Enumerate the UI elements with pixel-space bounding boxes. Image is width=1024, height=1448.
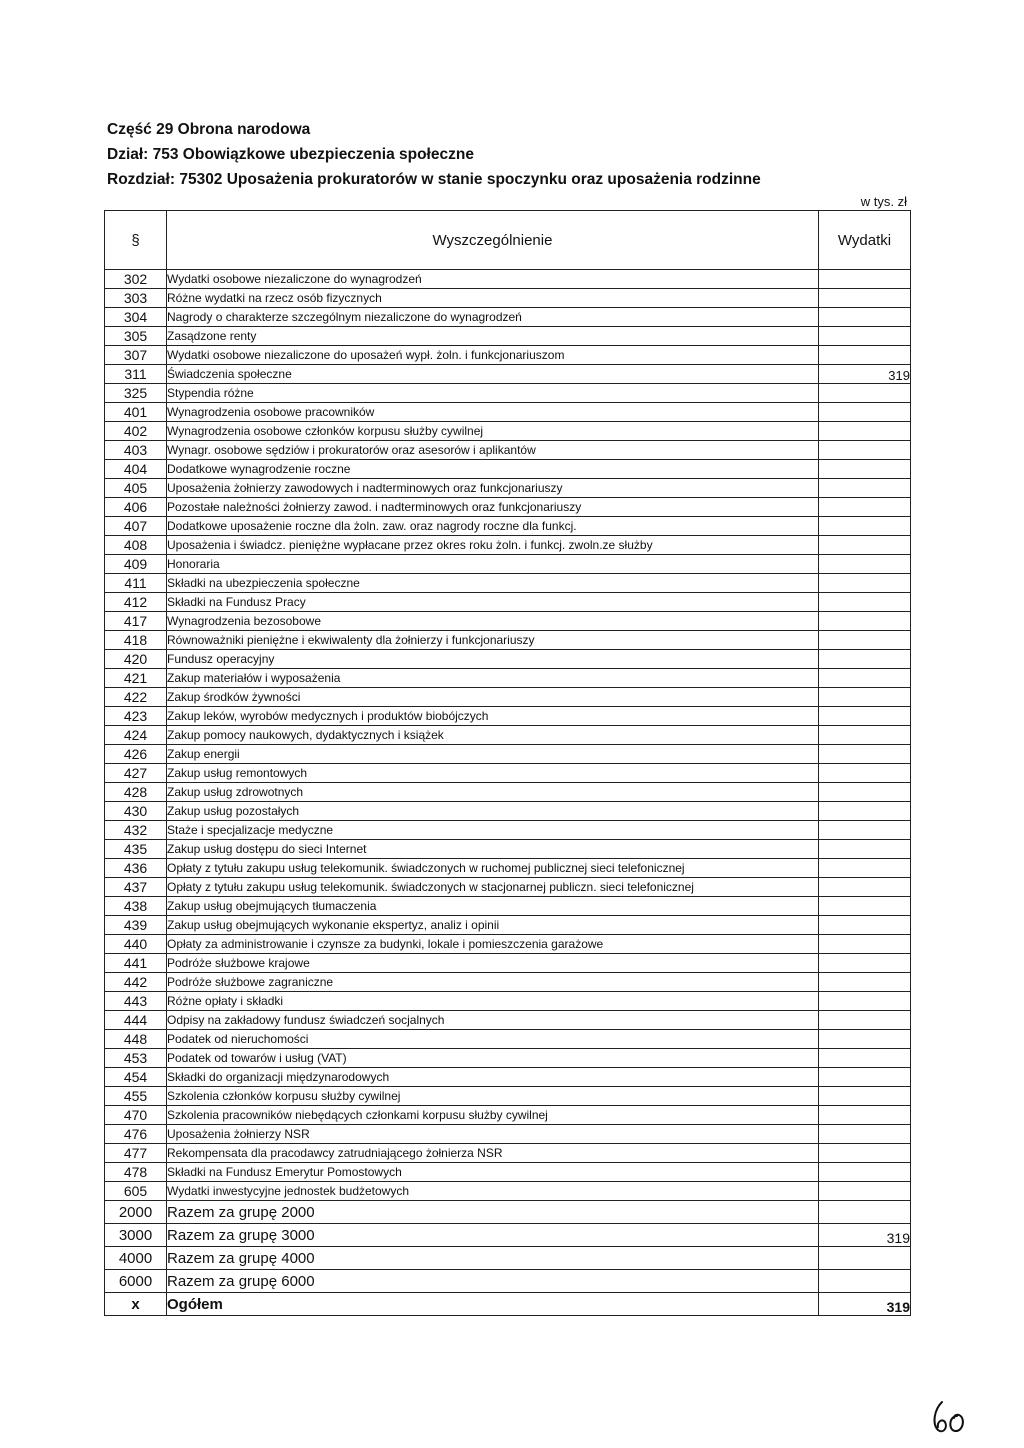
amount-cell	[819, 1247, 911, 1270]
table-header-row	[105, 211, 911, 270]
description-cell: Wydatki inwestycyjne jednostek budżetowych	[167, 1182, 819, 1201]
description-cell: Wydatki osobowe niezaliczone do uposażeń wypł. żoln. i funkcjonariuszom	[167, 346, 819, 365]
amount-cell	[819, 1163, 911, 1182]
description-cell: Razem za grupę 6000	[167, 1270, 819, 1293]
description-cell: Razem za grupę 3000	[167, 1224, 819, 1247]
table-row	[105, 897, 911, 916]
group-total-row	[105, 1270, 911, 1293]
table-row	[105, 479, 911, 498]
description-cell: Wynagrodzenia osobowe członków korpusu służby cywilnej	[167, 422, 819, 441]
amount-cell	[819, 859, 911, 878]
table-row	[105, 1144, 911, 1163]
paragraph-cell: 478	[105, 1163, 167, 1182]
table-row	[105, 1068, 911, 1087]
table-row	[105, 650, 911, 669]
amount-cell	[819, 517, 911, 536]
paragraph-cell: 411	[105, 574, 167, 593]
description-cell: Ogółem	[167, 1293, 819, 1316]
amount-cell	[819, 821, 911, 840]
paragraph-cell: 439	[105, 916, 167, 935]
description-cell: Pozostałe należności żołnierzy zawod. i nadterminowych oraz funkcjonariuszy	[167, 498, 819, 517]
paragraph-cell: 405	[105, 479, 167, 498]
table-row	[105, 403, 911, 422]
amount-cell	[819, 536, 911, 555]
amount-cell	[819, 422, 911, 441]
description-cell: Podróże służbowe zagraniczne	[167, 973, 819, 992]
description-cell: Razem za grupę 2000	[167, 1201, 819, 1224]
paragraph-cell: 477	[105, 1144, 167, 1163]
table-row	[105, 954, 911, 973]
table-row	[105, 1049, 911, 1068]
amount-cell	[819, 1106, 911, 1125]
paragraph-cell: 4000	[105, 1247, 167, 1270]
group-total-row	[105, 1224, 911, 1247]
table-row	[105, 1030, 911, 1049]
paragraph-cell: 443	[105, 992, 167, 1011]
paragraph-cell: 430	[105, 802, 167, 821]
amount-cell	[819, 289, 911, 308]
description-cell: Uposażenia żołnierzy zawodowych i nadterminowych oraz funkcjonariuszy	[167, 479, 819, 498]
description-cell: Podatek od nieruchomości	[167, 1030, 819, 1049]
description-cell: Różne wydatki na rzecz osób fizycznych	[167, 289, 819, 308]
amount-cell	[819, 574, 911, 593]
amount-cell	[819, 878, 911, 897]
description-cell: Zakup materiałów i wyposażenia	[167, 669, 819, 688]
paragraph-cell: 418	[105, 631, 167, 650]
table-row	[105, 308, 911, 327]
amount-cell	[819, 745, 911, 764]
table-row	[105, 1106, 911, 1125]
paragraph-cell: 304	[105, 308, 167, 327]
amount-cell	[819, 460, 911, 479]
table-row	[105, 1011, 911, 1030]
paragraph-cell: 455	[105, 1087, 167, 1106]
description-cell: Zakup usług dostępu do sieci Internet	[167, 840, 819, 859]
handwritten-page-number	[930, 1398, 970, 1438]
description-cell: Uposażenia i świadcz. pieniężne wypłacane przez okres roku żoln. i funkcj. zwoln.ze służby	[167, 536, 819, 555]
amount-cell	[819, 593, 911, 612]
paragraph-cell: 307	[105, 346, 167, 365]
document-header	[107, 120, 927, 195]
table-row	[105, 593, 911, 612]
paragraph-cell: 424	[105, 726, 167, 745]
table-row	[105, 859, 911, 878]
table-row	[105, 783, 911, 802]
description-cell: Staże i specjalizacje medyczne	[167, 821, 819, 840]
paragraph-cell: 454	[105, 1068, 167, 1087]
table-row	[105, 346, 911, 365]
table-row	[105, 460, 911, 479]
table-row	[105, 441, 911, 460]
description-cell: Podatek od towarów i usług (VAT)	[167, 1049, 819, 1068]
table-row	[105, 517, 911, 536]
paragraph-cell: 409	[105, 555, 167, 574]
table-row	[105, 916, 911, 935]
description-cell: Zakup usług obejmujących tłumaczenia	[167, 897, 819, 916]
description-cell: Składki na Fundusz Pracy	[167, 593, 819, 612]
paragraph-cell: 422	[105, 688, 167, 707]
table-row	[105, 384, 911, 403]
amount-cell	[819, 1087, 911, 1106]
paragraph-cell: 605	[105, 1182, 167, 1201]
grand-total-row	[105, 1293, 911, 1316]
amount-cell	[819, 650, 911, 669]
table-body	[105, 270, 911, 1316]
paragraph-cell: 311	[105, 365, 167, 384]
amount-cell	[819, 612, 911, 631]
paragraph-cell: 407	[105, 517, 167, 536]
table-row	[105, 935, 911, 954]
table-row	[105, 365, 911, 384]
paragraph-cell: 470	[105, 1106, 167, 1125]
group-total-row	[105, 1201, 911, 1224]
paragraph-cell: 442	[105, 973, 167, 992]
paragraph-cell: 6000	[105, 1270, 167, 1293]
paragraph-cell: 412	[105, 593, 167, 612]
amount-cell	[819, 1068, 911, 1087]
paragraph-cell: 444	[105, 1011, 167, 1030]
amount-cell	[819, 1201, 911, 1224]
table-row	[105, 726, 911, 745]
paragraph-cell: 476	[105, 1125, 167, 1144]
description-cell: Zasądzone renty	[167, 327, 819, 346]
table-row	[105, 707, 911, 726]
description-cell: Wydatki osobowe niezaliczone do wynagrodzeń	[167, 270, 819, 289]
amount-cell	[819, 726, 911, 745]
amount-cell	[819, 1030, 911, 1049]
table-row	[105, 498, 911, 517]
paragraph-cell: 417	[105, 612, 167, 631]
amount-cell: 319	[819, 1224, 911, 1247]
amount-cell	[819, 707, 911, 726]
paragraph-cell: 421	[105, 669, 167, 688]
amount-cell	[819, 802, 911, 821]
paragraph-cell: 406	[105, 498, 167, 517]
amount-cell	[819, 973, 911, 992]
amount-cell: 319	[819, 365, 911, 384]
description-cell: Różne opłaty i składki	[167, 992, 819, 1011]
amount-cell	[819, 1270, 911, 1293]
description-cell: Składki do organizacji międzynarodowych	[167, 1068, 819, 1087]
description-cell: Wynagrodzenia bezosobowe	[167, 612, 819, 631]
description-column-header: Wyszczególnienie	[167, 211, 819, 270]
amount-cell	[819, 1011, 911, 1030]
paragraph-cell: 404	[105, 460, 167, 479]
amount-cell	[819, 840, 911, 859]
amount-cell	[819, 764, 911, 783]
part-title: Część 29 Obrona narodowa	[107, 121, 311, 138]
description-cell: Składki na Fundusz Emerytur Pomostowych	[167, 1163, 819, 1182]
table-row	[105, 289, 911, 308]
paragraph-cell: 441	[105, 954, 167, 973]
paragraph-cell: 402	[105, 422, 167, 441]
budget-table	[104, 210, 911, 1316]
amount-cell	[819, 669, 911, 688]
description-cell: Równoważniki pieniężne i ekwiwalenty dla żołnierzy i funkcjonariuszy	[167, 631, 819, 650]
paragraph-cell: 420	[105, 650, 167, 669]
description-cell: Odpisy na zakładowy fundusz świadczeń socjalnych	[167, 1011, 819, 1030]
paragraph-cell: 438	[105, 897, 167, 916]
description-cell: Zakup usług remontowych	[167, 764, 819, 783]
description-cell: Składki na ubezpieczenia społeczne	[167, 574, 819, 593]
amount-cell	[819, 1049, 911, 1068]
paragraph-cell: 432	[105, 821, 167, 840]
amount-cell	[819, 327, 911, 346]
paragraph-cell: 435	[105, 840, 167, 859]
paragraph-cell: 302	[105, 270, 167, 289]
table-row	[105, 992, 911, 1011]
table-row	[105, 612, 911, 631]
description-cell: Opłaty za administrowanie i czynsze za budynki, lokale i pomieszczenia garażowe	[167, 935, 819, 954]
amount-cell: 319	[819, 1293, 911, 1316]
table-row	[105, 422, 911, 441]
description-cell: Stypendia różne	[167, 384, 819, 403]
paragraph-cell: 408	[105, 536, 167, 555]
amount-cell	[819, 631, 911, 650]
description-cell: Zakup energii	[167, 745, 819, 764]
paragraph-column-header: §	[105, 211, 167, 270]
table-row	[105, 327, 911, 346]
paragraph-cell: 303	[105, 289, 167, 308]
description-cell: Dodatkowe wynagrodzenie roczne	[167, 460, 819, 479]
amount-cell	[819, 555, 911, 574]
table-row	[105, 688, 911, 707]
description-cell: Opłaty z tytułu zakupu usług telekomunik. świadczonych w ruchomej publicznej sieci telefonicznej	[167, 859, 819, 878]
amount-cell	[819, 270, 911, 289]
section-title: Dział: 753 Obowiązkowe ubezpieczenia społeczne	[107, 146, 474, 163]
description-cell: Wynagr. osobowe sędziów i prokuratorów oraz asesorów i aplikantów	[167, 441, 819, 460]
description-cell: Zakup pomocy naukowych, dydaktycznych i książek	[167, 726, 819, 745]
paragraph-cell: 427	[105, 764, 167, 783]
table-row	[105, 764, 911, 783]
group-total-row	[105, 1247, 911, 1270]
table-row	[105, 1087, 911, 1106]
description-cell: Fundusz operacyjny	[167, 650, 819, 669]
table-row	[105, 536, 911, 555]
amount-cell	[819, 992, 911, 1011]
table-row	[105, 878, 911, 897]
amount-column-header: Wydatki	[819, 211, 911, 270]
table-row	[105, 973, 911, 992]
paragraph-cell: 401	[105, 403, 167, 422]
amount-cell	[819, 897, 911, 916]
description-cell: Zakup usług obejmujących wykonanie ekspertyz, analiz i opinii	[167, 916, 819, 935]
description-cell: Zakup leków, wyrobów medycznych i produktów biobójczych	[167, 707, 819, 726]
amount-cell	[819, 1144, 911, 1163]
description-cell: Opłaty z tytułu zakupu usług telekomunik. świadczonych w stacjonarnej publiczn. sieci telefonicznej	[167, 878, 819, 897]
table-row	[105, 840, 911, 859]
paragraph-cell: 437	[105, 878, 167, 897]
amount-cell	[819, 954, 911, 973]
paragraph-cell: 305	[105, 327, 167, 346]
table-row	[105, 669, 911, 688]
table-row	[105, 1182, 911, 1201]
amount-cell	[819, 441, 911, 460]
paragraph-cell: 426	[105, 745, 167, 764]
amount-cell	[819, 1125, 911, 1144]
description-cell: Szkolenia pracowników niebędących członkami korpusu służby cywilnej	[167, 1106, 819, 1125]
chapter-title: Rozdział: 75302 Uposażenia prokuratorów w stanie spoczynku oraz uposażenia rodzinne	[107, 171, 761, 188]
description-cell: Razem za grupę 4000	[167, 1247, 819, 1270]
amount-cell	[819, 479, 911, 498]
amount-cell	[819, 308, 911, 327]
description-cell: Podróże służbowe krajowe	[167, 954, 819, 973]
table-row	[105, 631, 911, 650]
amount-cell	[819, 498, 911, 517]
paragraph-cell: 448	[105, 1030, 167, 1049]
amount-cell	[819, 935, 911, 954]
description-cell: Nagrody o charakterze szczególnym niezaliczone do wynagrodzeń	[167, 308, 819, 327]
table-row	[105, 574, 911, 593]
paragraph-cell: 2000	[105, 1201, 167, 1224]
description-cell: Zakup usług pozostałych	[167, 802, 819, 821]
amount-cell	[819, 783, 911, 802]
description-cell: Rekompensata dla pracodawcy zatrudniającego żołnierza NSR	[167, 1144, 819, 1163]
amount-cell	[819, 1182, 911, 1201]
amount-cell	[819, 346, 911, 365]
amount-cell	[819, 384, 911, 403]
description-cell: Zakup usług zdrowotnych	[167, 783, 819, 802]
paragraph-cell: 453	[105, 1049, 167, 1068]
description-cell: Zakup środków żywności	[167, 688, 819, 707]
table-row	[105, 1163, 911, 1182]
description-cell: Uposażenia żołnierzy NSR	[167, 1125, 819, 1144]
description-cell: Dodatkowe uposażenie roczne dla żoln. zaw. oraz nagrody roczne dla funkcj.	[167, 517, 819, 536]
paragraph-cell: 325	[105, 384, 167, 403]
paragraph-cell: 3000	[105, 1224, 167, 1247]
paragraph-cell: 428	[105, 783, 167, 802]
paragraph-cell: 403	[105, 441, 167, 460]
description-cell: Wynagrodzenia osobowe pracowników	[167, 403, 819, 422]
paragraph-cell: 440	[105, 935, 167, 954]
description-cell: Świadczenia społeczne	[167, 365, 819, 384]
table-row	[105, 270, 911, 289]
table-row	[105, 802, 911, 821]
table-row	[105, 1125, 911, 1144]
table-row	[105, 745, 911, 764]
amount-cell	[819, 403, 911, 422]
amount-cell	[819, 916, 911, 935]
paragraph-cell: x	[105, 1293, 167, 1316]
amount-cell	[819, 688, 911, 707]
description-cell: Honoraria	[167, 555, 819, 574]
description-cell: Szkolenia członków korpusu służby cywilnej	[167, 1087, 819, 1106]
table-row	[105, 821, 911, 840]
paragraph-cell: 436	[105, 859, 167, 878]
table-row	[105, 555, 911, 574]
unit-label: w tys. zł	[860, 194, 907, 209]
paragraph-cell: 423	[105, 707, 167, 726]
